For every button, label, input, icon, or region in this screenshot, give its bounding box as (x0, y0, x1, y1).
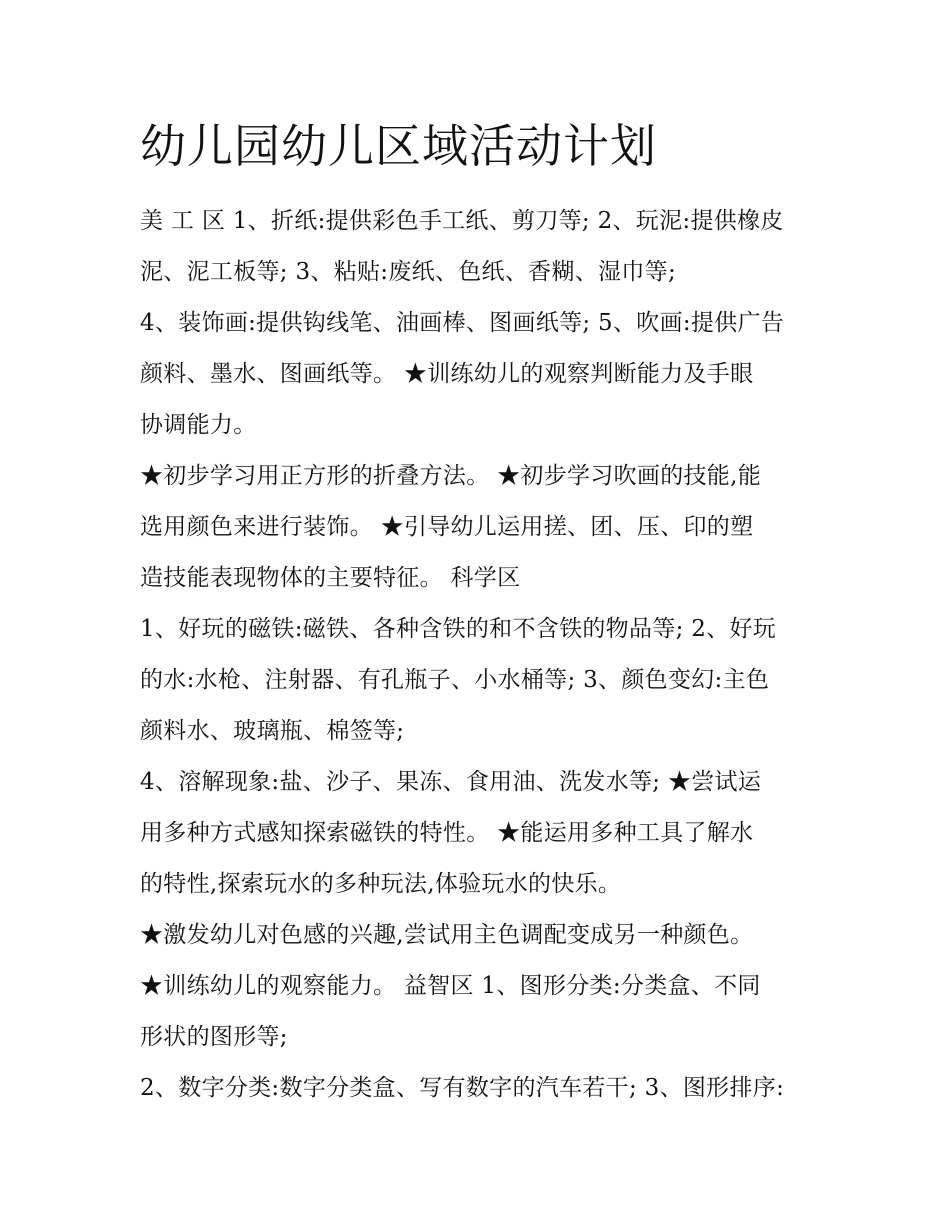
body-line-15: ★激发幼儿对色感的兴趣,尝试用主色调配变成另一种颜色。 (140, 922, 754, 948)
body-line-14: 的特性,探索玩水的多种玩法,体验玩水的快乐。 (140, 871, 622, 897)
body-line-10: 的水:水枪、注射器、有孔瓶子、小水桶等; 3、颜色变幻:主色 (140, 667, 770, 693)
body-line-5: 协调能力。 (140, 412, 257, 438)
body-line-1: 美 工 区 1、折纸:提供彩色手工纸、剪刀等; 2、玩泥:提供橡皮 (140, 208, 784, 234)
body-line-12: 4、溶解现象:盐、沙子、果冻、食用油、洗发水等; ★尝试运 (140, 769, 762, 795)
body-line-7: 选用颜色来进行装饰。 ★引导幼儿运用搓、团、压、印的塑 (140, 514, 754, 540)
body-line-4: 颜料、墨水、图画纸等。 ★训练幼儿的观察判断能力及手眼 (140, 361, 754, 387)
body-line-17: 形状的图形等; (140, 1024, 288, 1050)
body-line-18: 2、数字分类:数字分类盒、写有数字的汽车若干; 3、图形排序: (140, 1075, 785, 1101)
body-line-3: 4、装饰画:提供钩线笔、油画棒、图画纸等; 5、吹画:提供广告 (140, 310, 785, 336)
body-line-6: ★初步学习用正方形的折叠方法。 ★初步学习吹画的技能,能 (140, 463, 762, 489)
body-line-13: 用多种方式感知探索磁铁的特性。 ★能运用多种工具了解水 (140, 820, 754, 846)
body-line-11: 颜料水、玻璃瓶、棉签等; (140, 718, 405, 744)
body-line-16: ★训练幼儿的观察能力。 益智区 1、图形分类:分类盒、不同 (140, 973, 761, 999)
document-title: 幼儿园幼儿区域活动计划 (140, 119, 657, 173)
body-line-2: 泥、泥工板等; 3、粘贴:废纸、色纸、香糊、湿巾等; (140, 259, 676, 285)
body-line-8: 造技能表现物体的主要特征。 科学区 (140, 565, 521, 591)
body-line-9: 1、好玩的磁铁:磁铁、各种含铁的和不含铁的物品等; 2、好玩 (140, 616, 777, 642)
